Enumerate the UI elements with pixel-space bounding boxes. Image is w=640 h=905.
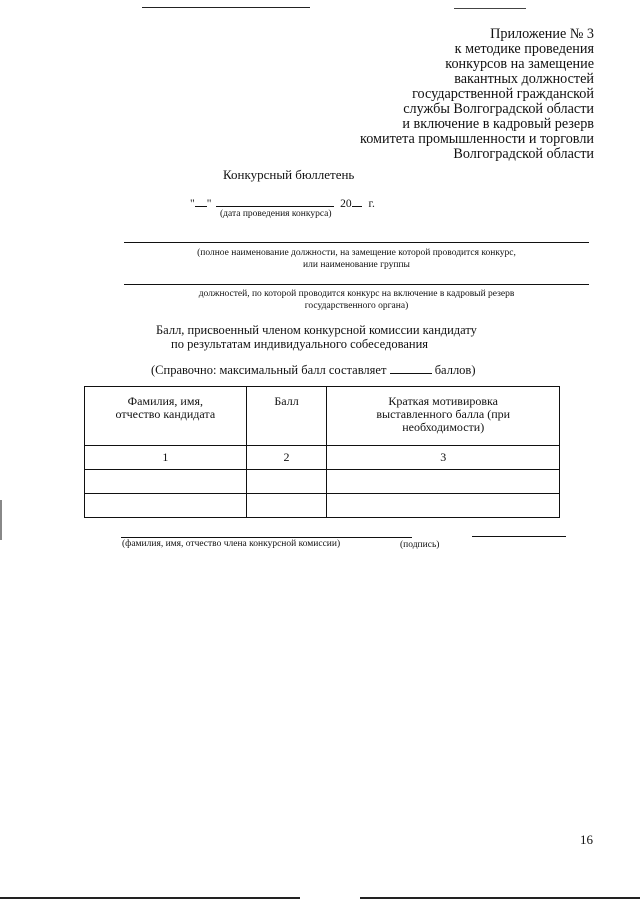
signature-line bbox=[472, 536, 566, 537]
month-blank bbox=[216, 196, 334, 207]
group-caption-line: государственного органа) bbox=[304, 301, 409, 311]
table-cell[interactable] bbox=[246, 494, 327, 518]
date-field bbox=[190, 196, 375, 210]
member-name-line bbox=[121, 537, 412, 538]
year-prefix: 20 bbox=[340, 198, 352, 210]
table-header-row bbox=[85, 387, 560, 446]
table-number-row bbox=[85, 446, 560, 470]
column-number: 1 bbox=[85, 446, 247, 470]
header-text: Фамилия, имя, bbox=[127, 394, 203, 408]
signature-caption: (подпись) bbox=[400, 540, 440, 550]
score-heading-line1: Балл, присвоенный членом конкурсной комиссии кандидату bbox=[156, 323, 477, 337]
group-line bbox=[124, 284, 589, 285]
year-blank bbox=[352, 196, 362, 207]
position-line bbox=[124, 242, 589, 243]
page-number: 16 bbox=[580, 832, 593, 847]
date-quote-open: " bbox=[190, 198, 195, 210]
appendix-line: Приложение № 3 bbox=[490, 26, 594, 42]
column-number: 2 bbox=[246, 446, 327, 470]
date-caption: (дата проведения конкурса) bbox=[220, 209, 332, 219]
column-number: 3 bbox=[327, 446, 560, 470]
header-text: необходимости) bbox=[402, 420, 485, 434]
appendix-header bbox=[274, 27, 594, 162]
table-cell[interactable] bbox=[85, 470, 247, 494]
appendix-line: к методике проведения bbox=[454, 41, 594, 57]
header-text: Балл bbox=[274, 394, 299, 408]
day-blank bbox=[195, 196, 207, 207]
scan-edge-line bbox=[454, 8, 526, 9]
group-caption-line: должностей, по которой проводится конкурс на включение в кадровый резерв bbox=[198, 289, 515, 299]
table-cell[interactable] bbox=[85, 494, 247, 518]
appendix-line: вакантных должностей bbox=[454, 71, 594, 87]
max-score-blank bbox=[390, 362, 432, 374]
header-score bbox=[246, 387, 327, 446]
position-caption-line: или наименование группы bbox=[303, 260, 410, 270]
header-candidate-name bbox=[85, 387, 247, 446]
score-heading-line2: по результатам индивидуального собеседования bbox=[171, 337, 429, 351]
table-cell[interactable] bbox=[327, 470, 560, 494]
date-quote-close: " bbox=[206, 198, 212, 210]
table-row bbox=[85, 494, 560, 518]
reference-prefix: (Справочно: максимальный балл составляет bbox=[151, 363, 387, 377]
group-caption bbox=[124, 288, 589, 312]
header-text: отчество кандидата bbox=[115, 407, 216, 421]
position-caption-line: (полное наименование должности, на замещение которой проводится конкурс, bbox=[197, 248, 516, 258]
table-row bbox=[85, 470, 560, 494]
ballot-title: Конкурсный бюллетень bbox=[223, 167, 355, 182]
scan-edge-gap bbox=[300, 895, 360, 901]
scan-edge-line bbox=[142, 7, 310, 8]
table-cell[interactable] bbox=[327, 494, 560, 518]
appendix-line: государственной гражданской bbox=[412, 86, 594, 102]
date-suffix: г. bbox=[368, 198, 375, 210]
appendix-line: и включение в кадровый резерв bbox=[402, 116, 594, 132]
position-caption bbox=[124, 247, 589, 271]
reference-note bbox=[151, 362, 476, 377]
appendix-line: конкурсов на замещение bbox=[445, 56, 594, 72]
appendix-line: комитета промышленности и торговли bbox=[360, 131, 594, 147]
appendix-line: службы Волгоградской области bbox=[403, 101, 594, 117]
table-cell[interactable] bbox=[246, 470, 327, 494]
header-text: Краткая мотивировка bbox=[388, 394, 499, 408]
appendix-line: Волгоградской области bbox=[453, 146, 594, 162]
scan-edge-mark bbox=[0, 500, 2, 540]
header-motivation bbox=[327, 387, 560, 446]
member-name-caption: (фамилия, имя, отчество члена конкурсной комиссии) bbox=[122, 539, 341, 549]
candidate-score-table bbox=[84, 386, 560, 518]
header-text: выставленного балла (при bbox=[376, 407, 511, 421]
reference-suffix: баллов) bbox=[434, 363, 476, 377]
